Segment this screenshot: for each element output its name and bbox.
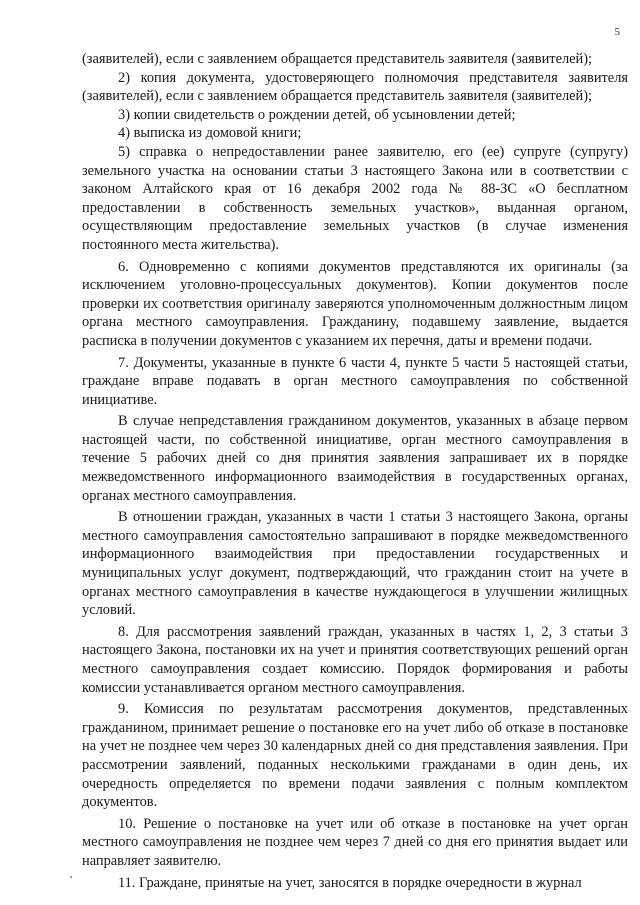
paragraph-item-4: 4) выписка из домовой книги; <box>118 125 302 142</box>
paragraph-part-7: 7. Документы, указанные в пункте 6 части 4, пункте 5 части 5 настоящей статьи, граждане вправе подавать в орган местного самоуправления по собственной инициативе. <box>82 354 628 408</box>
paragraph-part-11: 11. Граждане, принятые на учет, заносятся в порядке очередности в журнал <box>118 874 582 891</box>
body-text <box>82 50 628 892</box>
paragraph-continuation: (заявителей), если с заявлением обращается представитель заявителя (заявителей); <box>82 51 593 67</box>
paragraph-part-8: 8. Для рассмотрения заявлений граждан, указанных в частях 1, 2, 3 статьи 3 настоящего Закона, постановки их на учет и принятия соответствующих решений орган местного самоуправления создает комиссию. Порядок формирования и работы комиссии устанавливается органом местного самоуправления. <box>82 623 628 696</box>
paragraph-part-9: 9. Комиссия по результатам рассмотрения документов, представленных гражданином, принимает решение о постановке его на учет либо об отказе в постановке на учет не позднее чем через 30 календарных дней со дня представления заявления. При рассмотрении заявлений, поданных несколькими гражданами в один день, их очередность определяется по времени подачи заявления с полным комплектом документов. <box>82 701 628 811</box>
paragraph-part-6: 6. Одновременно с копиями документов представляются их оригиналы (за исключением уголовно-процессуальных документов). Копии документов после проверки их соответствия оригиналу заверяются уполномоченным должностным лицом органа местного самоуправления. Гражданину, подавшему заявление, выдается расписка в получении документов с указанием их перечня, даты и времени подачи. <box>82 258 628 349</box>
paragraph-part-7-abzac-3: В отношении граждан, указанных в части 1 статьи 3 настоящего Закона, органы местного самоуправления самостоятельно запрашивают в порядке межведомственного информационного взаимодействия при предоставлении государственных и муниципальных услуг документ, подтверждающий, что гражданин стоит на учете в органах местного самоуправления в качестве нуждающегося в улучшении жилищных условий. <box>82 509 628 619</box>
paragraph-item-2: 2) копия документа, удостоверяющего полномочия представителя заявителя (заявителей), если с заявлением обращается представитель заявителя (заявителей); <box>82 69 628 105</box>
page-number: 5 <box>614 26 620 38</box>
paragraph-part-10: 10. Решение о постановке на учет или об отказе в постановке на учет орган местного самоуправления не позднее чем через 7 дней со дня его принятия выдает или направляет заявителю. <box>82 815 628 869</box>
paragraph-item-5: 5) справка о непредоставлении ранее заявителю, его (ее) супруге (супругу) земельного участка на основании статьи 3 настоящего Закона или в соответствии с законом Алтайского края от 16 декабря 2002 года № 88-ЗС «О бесплатном предоставлении в собственность земельных участков», выданная органом, осуществляющим предоставление земельных участков (в случае изменения постоянного места жительства). <box>82 143 628 253</box>
scan-speck <box>70 876 72 878</box>
paragraph-item-3: 3) копии свидетельств о рождении детей, об усыновлении детей; <box>118 106 516 123</box>
paragraph-part-7-abzac-2: В случае непредставления гражданином документов, указанных в абзаце первом настоящей части, по собственной инициативе, орган местного самоуправления в течение 5 рабочих дней со дня принятия заявления запрашивает их в порядке межведомственного информационного взаимодействия в государственных органах, органах местного самоуправления. <box>82 413 628 504</box>
